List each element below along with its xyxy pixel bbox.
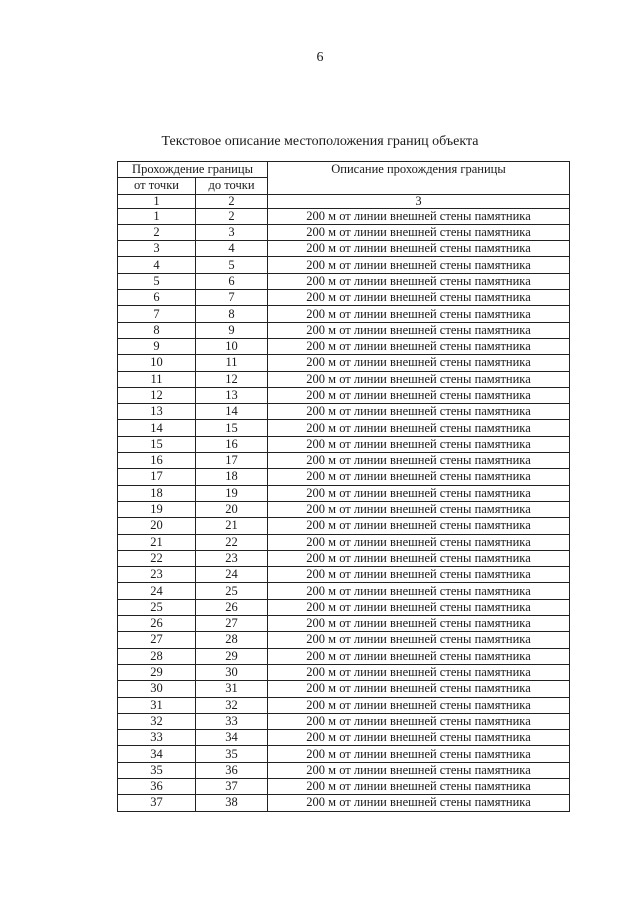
description-cell: 200 м от линии внешней стены памятника (268, 273, 570, 289)
to-point-cell: 28 (196, 632, 268, 648)
table-row (118, 469, 570, 485)
table-row (118, 697, 570, 713)
from-point-cell: 22 (118, 550, 196, 566)
from-point-cell: 24 (118, 583, 196, 599)
table-row (118, 518, 570, 534)
description-cell: 200 м от линии внешней стены памятника (268, 583, 570, 599)
description-cell: 200 м от линии внешней стены памятника (268, 453, 570, 469)
description-cell: 200 м от линии внешней стены памятника (268, 224, 570, 240)
from-point-cell: 4 (118, 257, 196, 273)
from-point-cell: 30 (118, 681, 196, 697)
description-cell: 200 м от линии внешней стены памятника (268, 648, 570, 664)
column-number: 1 (118, 194, 196, 208)
to-point-cell: 7 (196, 290, 268, 306)
from-point-cell: 18 (118, 485, 196, 501)
table-row (118, 387, 570, 403)
from-point-cell: 23 (118, 567, 196, 583)
from-point-cell: 13 (118, 404, 196, 420)
table-row (118, 746, 570, 762)
table-row (118, 681, 570, 697)
description-cell: 200 м от линии внешней стены памятника (268, 534, 570, 550)
to-point-cell: 14 (196, 404, 268, 420)
table-row (118, 599, 570, 615)
table-row (118, 453, 570, 469)
to-point-cell: 36 (196, 762, 268, 778)
table-body (118, 208, 570, 811)
table-row (118, 583, 570, 599)
to-point-cell: 17 (196, 453, 268, 469)
table-row (118, 290, 570, 306)
from-point-cell: 16 (118, 453, 196, 469)
from-point-cell: 14 (118, 420, 196, 436)
to-point-cell: 21 (196, 518, 268, 534)
from-point-cell: 9 (118, 338, 196, 354)
from-point-cell: 36 (118, 778, 196, 794)
column-number: 3 (268, 194, 570, 208)
table-row (118, 713, 570, 729)
to-point-cell: 35 (196, 746, 268, 762)
description-cell: 200 м от линии внешней стены памятника (268, 485, 570, 501)
to-point-cell: 18 (196, 469, 268, 485)
header-from-point: от точки (118, 178, 196, 194)
from-point-cell: 35 (118, 762, 196, 778)
description-cell: 200 м от линии внешней стены памятника (268, 697, 570, 713)
to-point-cell: 12 (196, 371, 268, 387)
description-cell: 200 м от линии внешней стены памятника (268, 501, 570, 517)
from-point-cell: 21 (118, 534, 196, 550)
description-cell: 200 м от линии внешней стены памятника (268, 599, 570, 615)
description-cell: 200 м от линии внешней стены памятника (268, 730, 570, 746)
description-cell: 200 м от линии внешней стены памятника (268, 436, 570, 452)
description-cell: 200 м от линии внешней стены памятника (268, 306, 570, 322)
from-point-cell: 2 (118, 224, 196, 240)
table-row (118, 762, 570, 778)
document-title: Текстовое описание местоположения границ объекта (161, 134, 479, 149)
description-cell: 200 м от линии внешней стены памятника (268, 355, 570, 371)
to-point-cell: 19 (196, 485, 268, 501)
description-cell: 200 м от линии внешней стены памятника (268, 387, 570, 403)
table-row (118, 257, 570, 273)
table-row (118, 224, 570, 240)
from-point-cell: 17 (118, 469, 196, 485)
to-point-cell: 22 (196, 534, 268, 550)
table-row (118, 567, 570, 583)
to-point-cell: 37 (196, 778, 268, 794)
header-description: Описание прохождения границы (268, 162, 570, 195)
to-point-cell: 31 (196, 681, 268, 697)
to-point-cell: 24 (196, 567, 268, 583)
to-point-cell: 16 (196, 436, 268, 452)
from-point-cell: 11 (118, 371, 196, 387)
to-point-cell: 5 (196, 257, 268, 273)
to-point-cell: 15 (196, 420, 268, 436)
description-cell: 200 м от линии внешней стены памятника (268, 338, 570, 354)
to-point-cell: 38 (196, 795, 268, 811)
from-point-cell: 37 (118, 795, 196, 811)
table-row (118, 501, 570, 517)
to-point-cell: 4 (196, 241, 268, 257)
from-point-cell: 19 (118, 501, 196, 517)
to-point-cell: 8 (196, 306, 268, 322)
table-row (118, 371, 570, 387)
description-cell: 200 м от линии внешней стены памятника (268, 469, 570, 485)
description-cell: 200 м от линии внешней стены памятника (268, 241, 570, 257)
table-row (118, 306, 570, 322)
from-point-cell: 34 (118, 746, 196, 762)
to-point-cell: 10 (196, 338, 268, 354)
description-cell: 200 м от линии внешней стены памятника (268, 371, 570, 387)
table-row (118, 208, 570, 224)
from-point-cell: 3 (118, 241, 196, 257)
table-row (118, 534, 570, 550)
from-point-cell: 6 (118, 290, 196, 306)
description-cell: 200 м от линии внешней стены памятника (268, 713, 570, 729)
description-cell: 200 м от линии внешней стены памятника (268, 290, 570, 306)
table-row (118, 648, 570, 664)
from-point-cell: 20 (118, 518, 196, 534)
description-cell: 200 м от линии внешней стены памятника (268, 632, 570, 648)
from-point-cell: 7 (118, 306, 196, 322)
from-point-cell: 26 (118, 616, 196, 632)
to-point-cell: 26 (196, 599, 268, 615)
table-row (118, 420, 570, 436)
table-row (118, 322, 570, 338)
from-point-cell: 12 (118, 387, 196, 403)
from-point-cell: 31 (118, 697, 196, 713)
header-boundary-passage: Прохождение границы (118, 162, 268, 178)
description-cell: 200 м от линии внешней стены памятника (268, 664, 570, 680)
table-row (118, 795, 570, 811)
to-point-cell: 32 (196, 697, 268, 713)
to-point-cell: 20 (196, 501, 268, 517)
table-row (118, 616, 570, 632)
to-point-cell: 33 (196, 713, 268, 729)
table-row (118, 404, 570, 420)
description-cell: 200 м от линии внешней стены памятника (268, 420, 570, 436)
from-point-cell: 15 (118, 436, 196, 452)
description-cell: 200 м от линии внешней стены памятника (268, 681, 570, 697)
description-cell: 200 м от линии внешней стены памятника (268, 762, 570, 778)
description-cell: 200 м от линии внешней стены памятника (268, 550, 570, 566)
table-row (118, 730, 570, 746)
table-row (118, 355, 570, 371)
page-number: 6 (316, 50, 324, 65)
description-cell: 200 м от линии внешней стены памятника (268, 257, 570, 273)
table-row (118, 338, 570, 354)
to-point-cell: 9 (196, 322, 268, 338)
description-cell: 200 м от линии внешней стены памятника (268, 404, 570, 420)
to-point-cell: 6 (196, 273, 268, 289)
table-row (118, 778, 570, 794)
description-cell: 200 м от линии внешней стены памятника (268, 567, 570, 583)
from-point-cell: 1 (118, 208, 196, 224)
from-point-cell: 10 (118, 355, 196, 371)
from-point-cell: 8 (118, 322, 196, 338)
description-cell: 200 м от линии внешней стены памятника (268, 322, 570, 338)
from-point-cell: 25 (118, 599, 196, 615)
to-point-cell: 11 (196, 355, 268, 371)
table-row (118, 273, 570, 289)
table-row (118, 436, 570, 452)
from-point-cell: 33 (118, 730, 196, 746)
header-to-point: до точки (196, 178, 268, 194)
to-point-cell: 3 (196, 224, 268, 240)
table-row (118, 550, 570, 566)
table-row (118, 241, 570, 257)
table-row (118, 485, 570, 501)
from-point-cell: 27 (118, 632, 196, 648)
description-cell: 200 м от линии внешней стены памятника (268, 518, 570, 534)
to-point-cell: 2 (196, 208, 268, 224)
to-point-cell: 13 (196, 387, 268, 403)
table-row (118, 664, 570, 680)
description-cell: 200 м от линии внешней стены памятника (268, 795, 570, 811)
from-point-cell: 29 (118, 664, 196, 680)
description-cell: 200 м от линии внешней стены памятника (268, 208, 570, 224)
from-point-cell: 28 (118, 648, 196, 664)
to-point-cell: 25 (196, 583, 268, 599)
table-row (118, 632, 570, 648)
description-cell: 200 м от линии внешней стены памятника (268, 778, 570, 794)
from-point-cell: 5 (118, 273, 196, 289)
to-point-cell: 23 (196, 550, 268, 566)
from-point-cell: 32 (118, 713, 196, 729)
boundary-table (117, 161, 570, 812)
to-point-cell: 27 (196, 616, 268, 632)
column-number: 2 (196, 194, 268, 208)
to-point-cell: 34 (196, 730, 268, 746)
description-cell: 200 м от линии внешней стены памятника (268, 616, 570, 632)
description-cell: 200 м от линии внешней стены памятника (268, 746, 570, 762)
to-point-cell: 29 (196, 648, 268, 664)
to-point-cell: 30 (196, 664, 268, 680)
